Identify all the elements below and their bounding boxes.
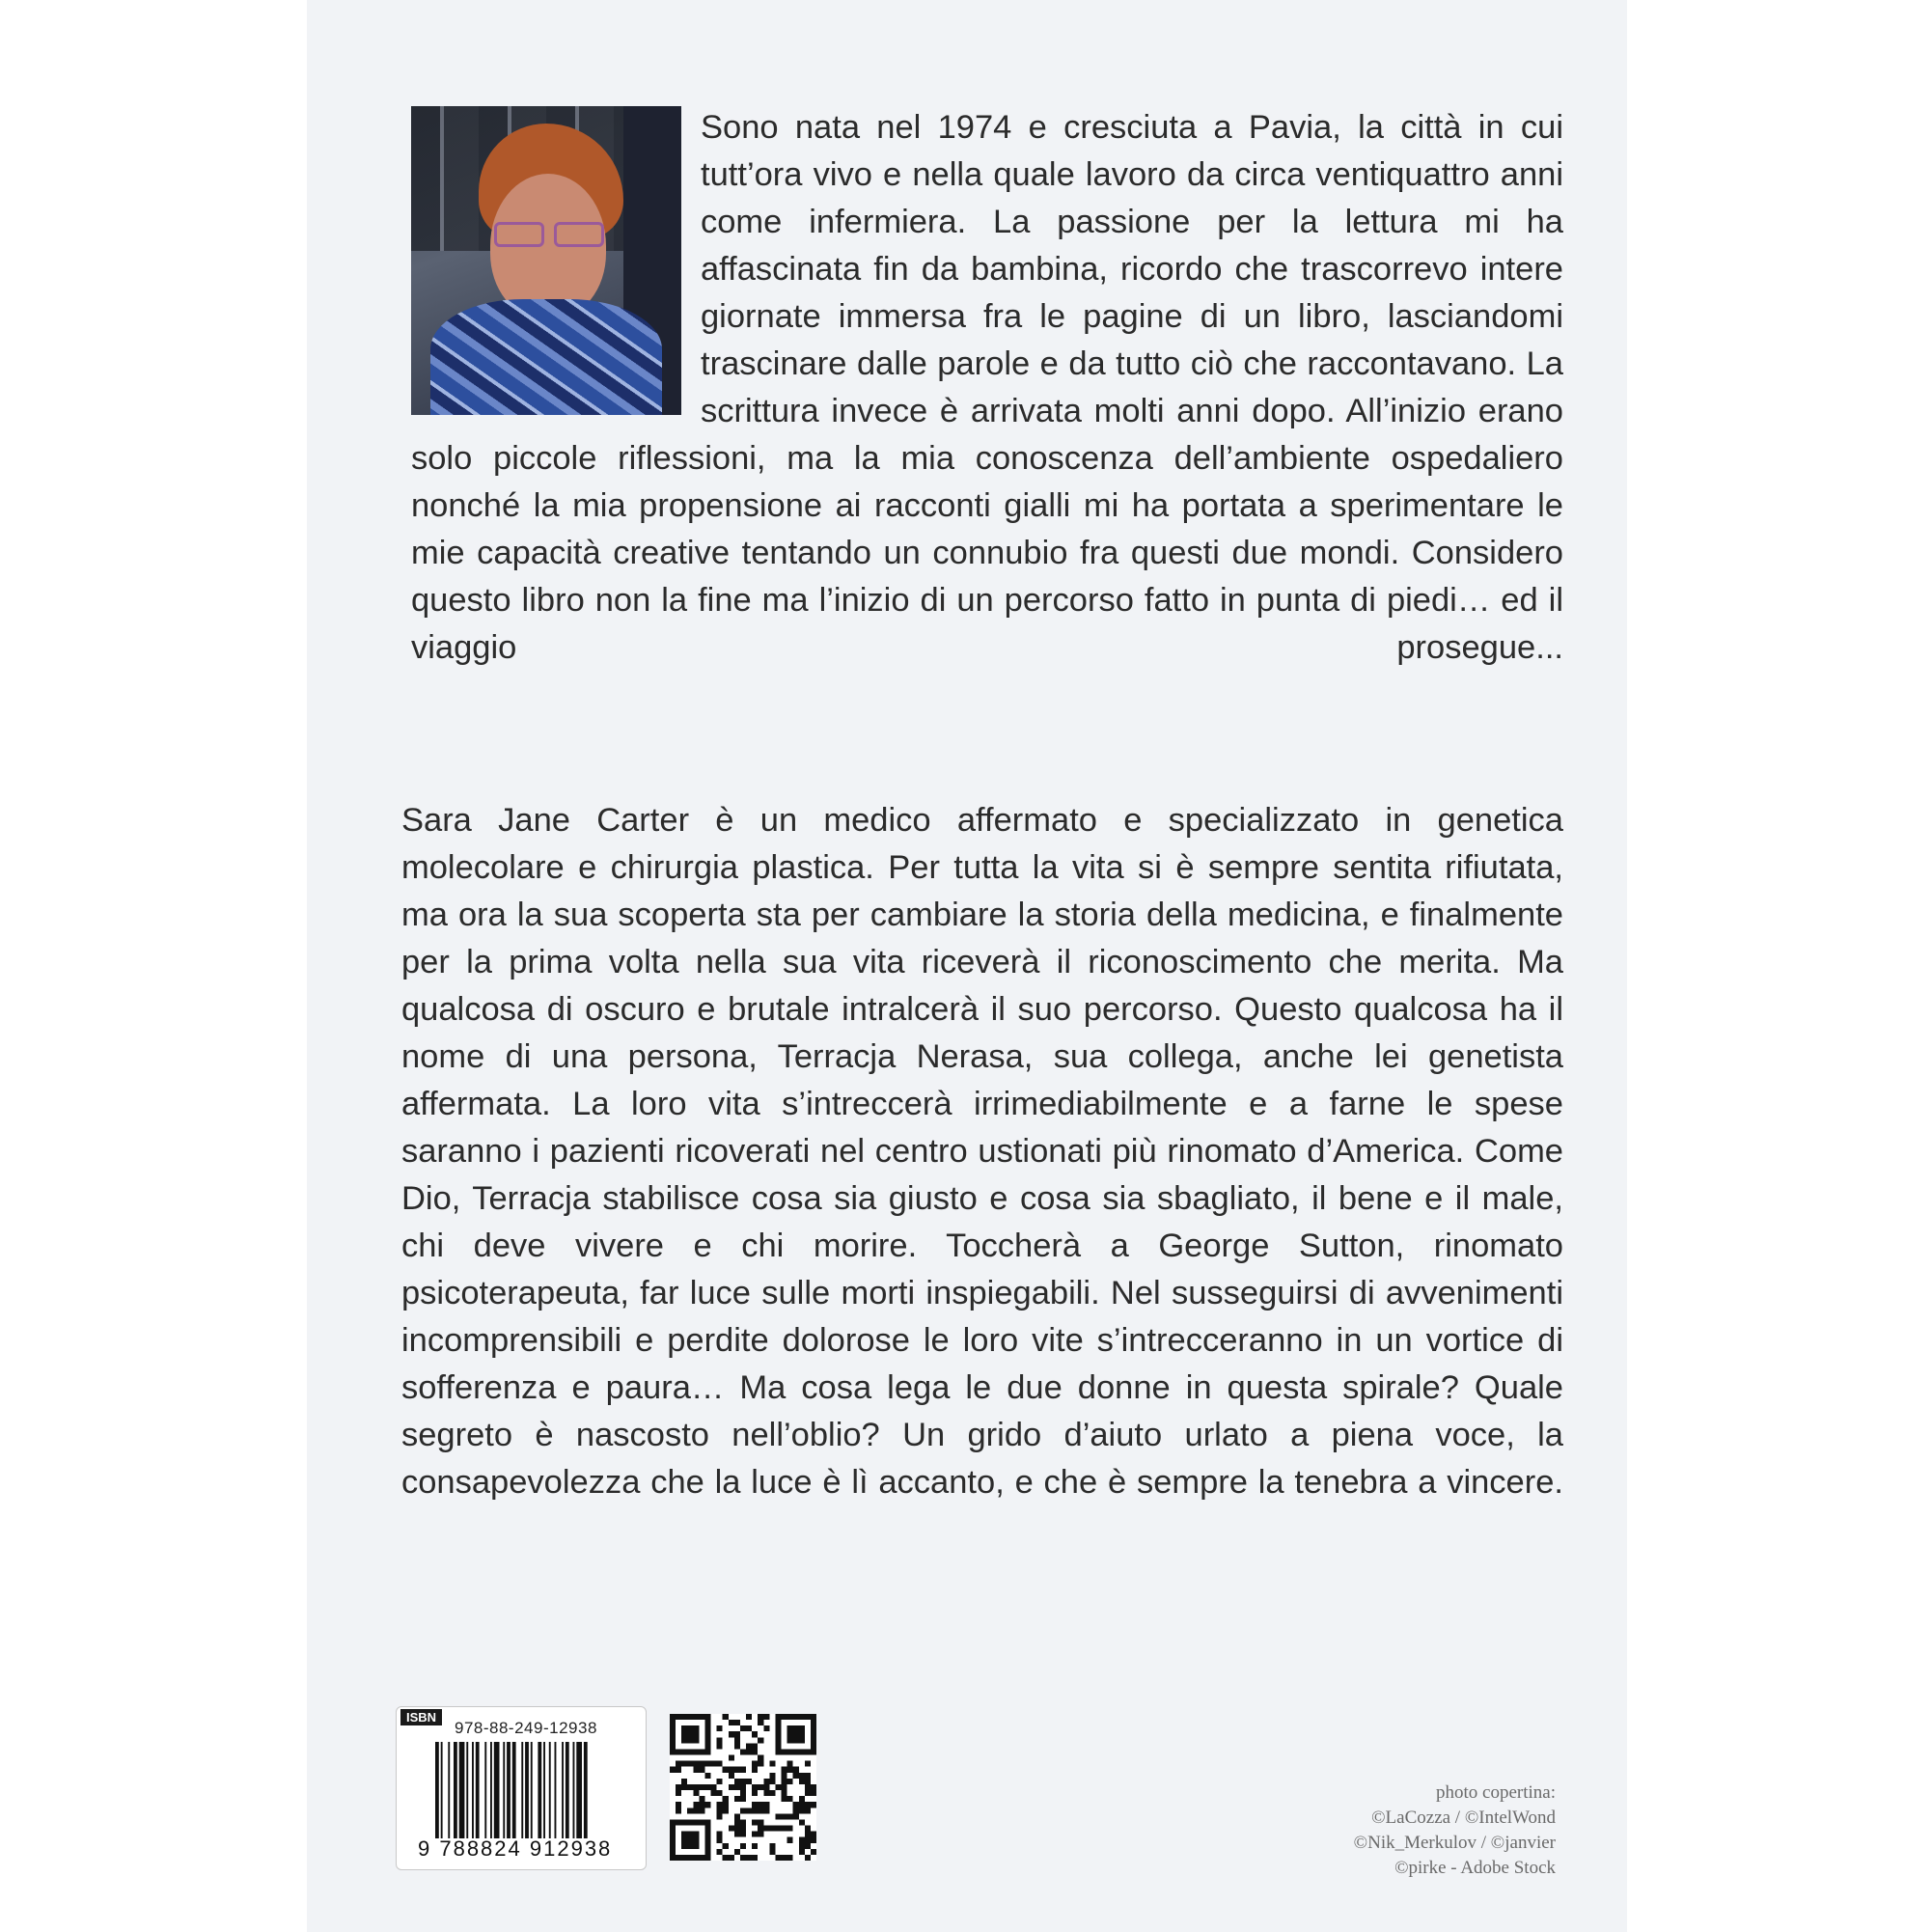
isbn-label: ISBN bbox=[400, 1709, 442, 1725]
author-photo bbox=[411, 106, 681, 415]
credit-line: ©LaCozza / ©IntelWond bbox=[1371, 1808, 1556, 1828]
qr-code bbox=[670, 1714, 816, 1861]
photo-credits bbox=[1354, 1780, 1556, 1881]
synopsis-text: Sara Jane Carter è un medico affermato e specializzato in genetica molecolare e chirurgia plastica. Per tutta la vita si è sempre sentita rifiutata, ma ora la sua scoperta sta per cambiare la storia della medicina, e finalmente per la prima volta nella sua vita riceverà il riconoscimento che merita. Ma qualcosa di oscuro e brutale intralcerà il suo percorso. Questo qualcosa ha il nome di una persona, Terracja Nerasa, sua collega, anche lei genetista affermata. La loro vita s’intreccerà irrimediabilmente e a farne le spese saranno i pazienti ricoverati nel centro ustionati più rinomato d’America. Come Dio, Terracja stabilisce cosa sia giusto e cosa sia sbagliato, il bene e il male, chi deve vivere e chi morire. Toccherà a George Sutton, rinomato psicoterapeuta, far luce sulle morti inspiegabili. Nel susseguirsi di avvenimenti incomprensibili e perdite dolorose le loro vite s’intrecceranno in un vortice di sofferenza e paura… Ma cosa lega le due donne in questa spirale? Quale segreto è nascosto nell’oblio? Un grido d’aiuto urlato a piena voce, la consapevolezza che la luce è lì accanto, e che è sempre la tenebra a vincere. bbox=[401, 802, 1563, 1501]
isbn-barcode bbox=[396, 1706, 647, 1870]
author-bio-text: Sono nata nel 1974 e cresciuta a Pavia, la città in cui tutt’ora vivo e nella quale lavoro da circa ventiquattro anni come infermiera. La passione per la lettura mi ha affascinata fin da bambina, ricordo che trascorrevo intere giornate immersa fra le pagine di un libro, lasciandomi trascinare dalle parole e da tutto ciò che raccontavano. La scrittura invece è arrivata molti anni dopo. All’inizio erano solo piccole riflessioni, ma la mia conoscenza dell’ambiente ospedaliero nonché la mia propensione ai racconti gialli mi ha portata a sperimentare le mie capacità creative tentando un connubio fra questi due mondi. Considero questo libro non la fine ma l’inizio di un percorso fatto in punta di piedi… ed il viaggio prosegue... bbox=[411, 109, 1563, 666]
credit-line: ©Nik_Merkulov / ©janvier bbox=[1353, 1833, 1556, 1853]
credit-line: ©pirke - Adobe Stock bbox=[1394, 1858, 1556, 1878]
author-bio-section bbox=[411, 104, 1563, 672]
barcode-digits: 9 788824 912938 bbox=[418, 1836, 613, 1861]
credit-line: photo copertina: bbox=[1436, 1782, 1556, 1803]
isbn-number: 978-88-249-12938 bbox=[455, 1719, 597, 1737]
barcode-bars bbox=[435, 1742, 628, 1838]
synopsis-section bbox=[401, 797, 1563, 1506]
